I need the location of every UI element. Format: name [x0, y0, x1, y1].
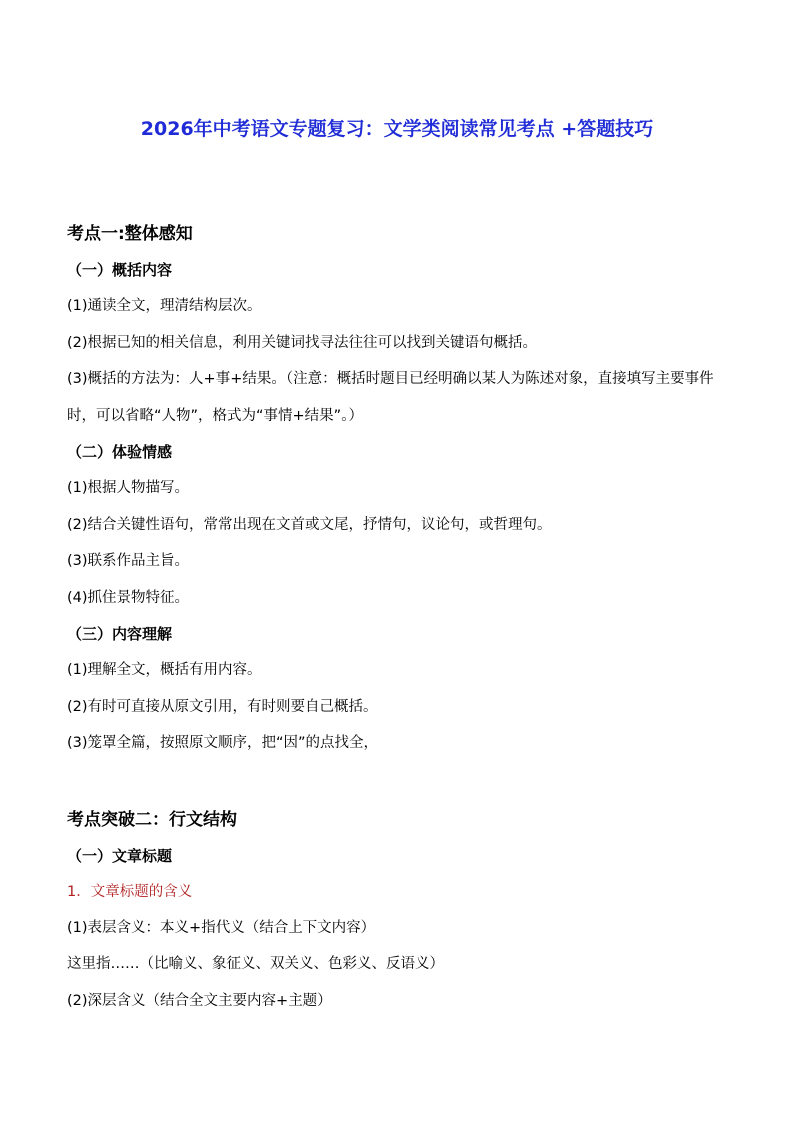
paragraph: (3)笼罩全篇，按照原文顺序，把“因”的点找全， [67, 735, 379, 751]
paragraph: (1)通读全文，理清结构层次。 [67, 298, 262, 314]
paragraph: (3)联系作品主旨。 [67, 553, 190, 569]
paragraph: (1)表层含义：本义+指代义（结合上下文内容） [67, 919, 376, 936]
paragraph: (4)抓住景物特征。 [67, 589, 190, 606]
paragraph: (1)根据人物描写。 [67, 480, 190, 496]
subsection-heading: （一）文章标题 [67, 846, 173, 865]
section-heading: 考点一:整体感知 [67, 224, 193, 244]
section-spacer [67, 762, 737, 804]
subsection-heading: （二）体验情感 [67, 443, 173, 461]
document-body [67, 218, 737, 1019]
subpoint-heading: 1．文章标题的含义 [67, 883, 193, 900]
paragraph: (2)根据已知的相关信息，利用关键词找寻法往往可以找到关键语句概括。 [67, 334, 538, 351]
paragraph: 这里指……（比喻义、象征义、双关义、色彩义、反语义） [67, 956, 444, 972]
document-title: 2026年中考语文专题复习：文学类阅读常见考点 +答题技巧 [140, 118, 654, 140]
subsection-heading: （一）概括内容 [67, 261, 173, 279]
paragraph: (2)有时可直接从原文引用，有时则要自己概括。 [67, 698, 378, 715]
paragraph: (2)深层含义（结合全文主要内容+主题） [67, 992, 332, 1009]
subsection-heading: （三）内容理解 [67, 625, 173, 643]
paragraph: (3)概括的方法为：人+事+结果。（注意：概括时题目已经明确以某人为陈述对象，直接填写主要事件时，可以省略“人物”，格式为“事情+结果”。） [67, 371, 714, 424]
paragraph: (2)结合关键性语句，常常出现在文首或文尾，抒情句，议论句，或哲理句。 [67, 516, 552, 533]
section-heading: 考点突破二：行文结构 [67, 809, 237, 830]
paragraph: (1)理解全文，概括有用内容。 [67, 662, 262, 678]
